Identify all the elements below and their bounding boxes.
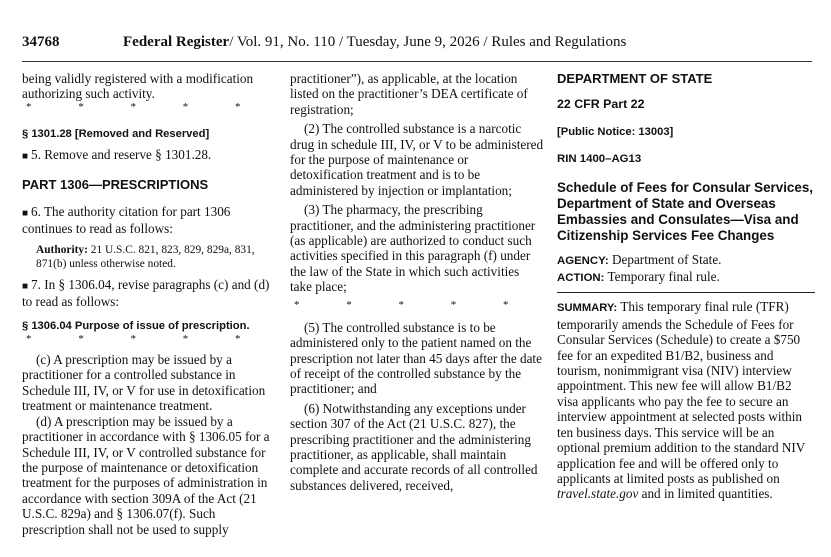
- column-1: [22, 71, 276, 537]
- header-citation: [123, 34, 626, 51]
- column-3: [557, 71, 815, 502]
- paragraph-f-3: (3) The pharmacy, the prescribing practitioner, and the administering practitioner (as applicable) are authorized to conduct such activities specified in this paragraph (f) under the law of the State in which such activities take place;: [290, 202, 536, 295]
- travel-state-link[interactable]: travel.state.gov: [557, 486, 639, 502]
- col1-continuation: being validly registered with a modification authorizing such activity.: [22, 71, 254, 102]
- agency-line: AGENCY: Department of State.: [557, 251, 722, 267]
- department-heading: DEPARTMENT OF STATE: [557, 71, 713, 86]
- publication-name: Federal Register: [123, 34, 230, 50]
- paragraph-d: (d) A prescription may be issued by a practitioner in accordance with § 1306.05 for a Schedule III, IV, or V controlled substance for the purpose of maintenance or detoxification treatment for the purposes of administration in accordance with section 309A of the Act (21 U.S.C. 829a) and § 1306.07(f). Such prescription shall not be used to supply: [22, 413, 270, 537]
- rule-title: Schedule of Fees for Consular Services, Department of State and Overseas Embassies and Consulates—Visa and Citizenship Services Fee Changes: [557, 179, 813, 243]
- bullet-square-icon: ■: [22, 151, 29, 163]
- section-heading-1306-04: § 1306.04 Purpose of issue of prescription.: [22, 319, 250, 332]
- bullet-square-icon: ■: [22, 208, 29, 220]
- amendatory-instruction-6: ■ 6. The authority citation for part 1306 continues to read as follows:: [22, 204, 231, 237]
- authority-citation: Authority: 21 U.S.C. 821, 823, 829, 829a, 831, 871(b) unless otherwise noted.: [36, 243, 255, 270]
- amendatory-instruction-5: ■ 5. Remove and reserve § 1301.28.: [22, 147, 212, 163]
- page-number: 34768: [22, 34, 60, 50]
- omission-stars: * * * * *: [26, 333, 263, 346]
- bullet-square-icon: ■: [22, 280, 29, 292]
- action-line: ACTION: Temporary final rule.: [557, 269, 720, 285]
- paragraph-f-2: (2) The controlled substance is a narcotic drug in schedule III, IV, or V to be administered for the purpose of maintenance or detoxification treatment and is to be administered by injection or implantation;: [290, 121, 544, 198]
- part-heading: PART 1306—PRESCRIPTIONS: [22, 176, 209, 192]
- public-notice: [Public Notice: 13003]: [557, 125, 674, 138]
- paragraph-f-5: (5) The controlled substance is to be administered only to the patient named on the prescription not later than 45 days after the date of receipt of the controlled substance by the practitioner; and: [290, 319, 542, 397]
- rin-number: RIN 1400–AG13: [557, 153, 642, 166]
- summary-label: SUMMARY:: [557, 302, 618, 315]
- paragraph-c: (c) A prescription may be issued by a practitioner for a controlled substance in Schedule III, IV, or V for use in detoxification treatment or maintenance treatment.: [22, 352, 266, 414]
- amendatory-instruction-7: ■ 7. In § 1306.04, revise paragraphs (c) and (d) to read as follows:: [22, 276, 270, 310]
- page-header: [22, 34, 812, 52]
- header-rule: [22, 61, 812, 62]
- volume-issue: / Vol. 91, No. 110 / Tuesday, June 9, 2026 / Rules and Regulations: [229, 34, 627, 50]
- omission-stars: * * * * *: [294, 298, 531, 311]
- paragraph-f-6: (6) Notwithstanding any exceptions under section 307 of the Act (21 U.S.C. 827), the prescribing practitioner and the administering practitioner, as applicable, shall maintain complete and accurate records of all controlled substances delivered, received,: [290, 400, 538, 493]
- section-heading-1301-28: § 1301.28 [Removed and Reserved]: [22, 127, 210, 140]
- omission-stars: * * * * *: [26, 100, 263, 113]
- summary-paragraph: SUMMARY: This temporary final rule (TFR) temporarily amends the Schedule of Fees for Consular Services (Schedule) to create a $750 fee for an expedited B1/B2, business and tourism, nonimmigrant visa (NIV) interview appointment. This new fee will allow B1/B2 visa applicants who pay the fee to secure an interview appointment at selected posts within ten business days. This service will be an optional premium addition to the standard NIV application fee and will be offered only to applicants at limited posts as published on travel.state.gov and in limited quantities.: [557, 299, 806, 502]
- col2-continuation: practitioner”), as applicable, at the location listed on the practitioner’s DEA certificate of registration;: [290, 71, 528, 117]
- cfr-part: 22 CFR Part 22: [557, 97, 645, 112]
- column-2: [290, 71, 544, 493]
